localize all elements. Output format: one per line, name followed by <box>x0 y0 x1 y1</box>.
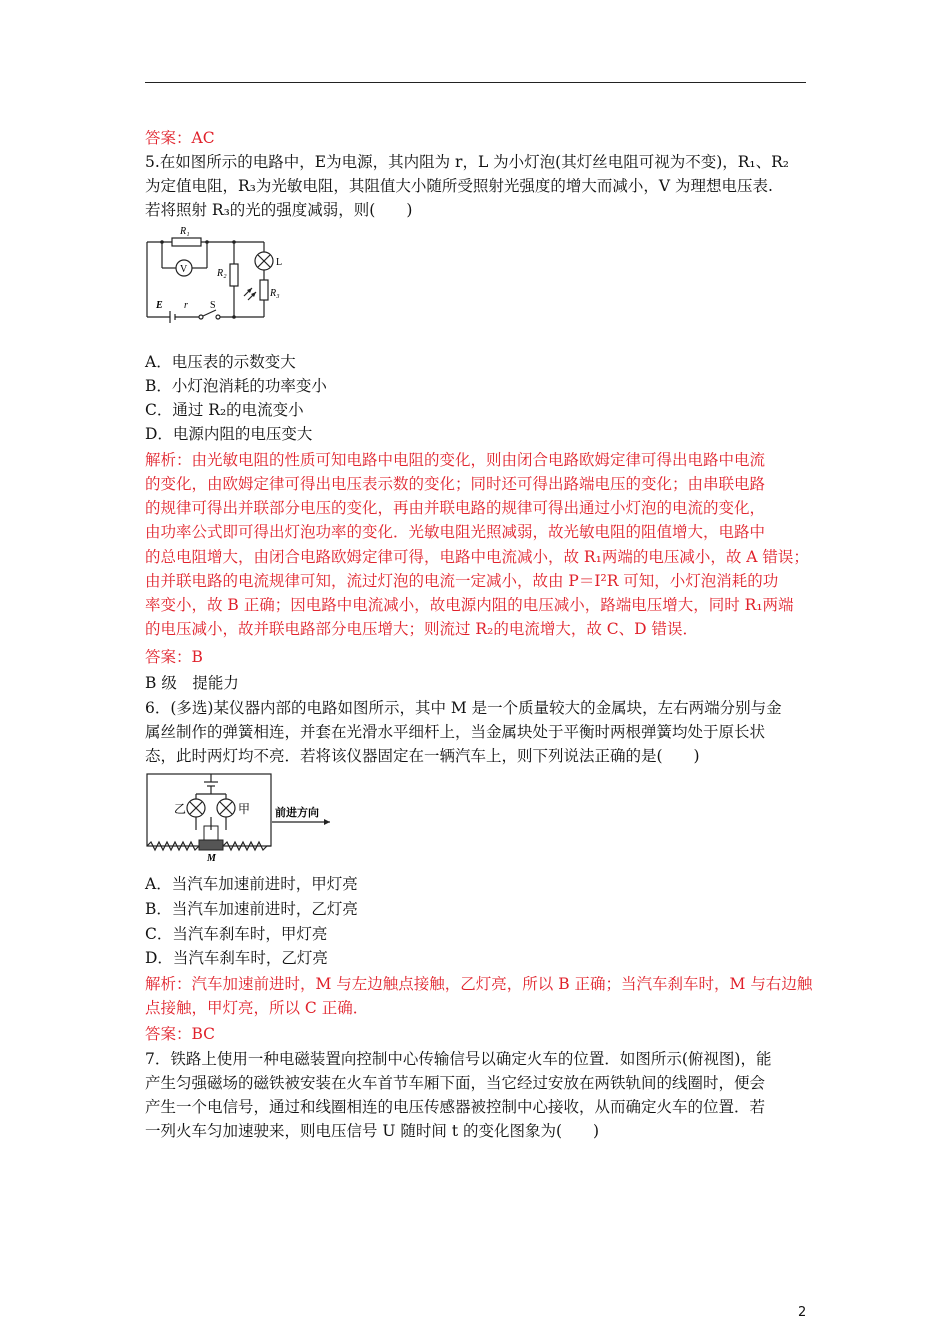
direction-label: 前进方向 <box>275 807 319 819</box>
text-line: B 级 提能力 <box>145 674 239 692</box>
r1-label: R₁ <box>180 226 190 237</box>
r-label: r <box>184 300 188 311</box>
text-line: 态，此时两灯均不亮．若将该仪器固定在一辆汽车上，则下列说法正确的是( ) <box>145 747 700 765</box>
text-line: C．当汽车刹车时，甲灯亮 <box>145 925 328 943</box>
text-line: D．电源内阻的电压变大 <box>145 425 313 443</box>
circuit-figure-q5 <box>144 224 294 324</box>
text-line: 率变小，故 B 正确；因电路中电流减小，故电源内阻的电压减小，路端电压增大，同时 R₁两端 <box>145 596 794 614</box>
text-line: 点接触，甲灯亮，所以 C 正确． <box>145 999 369 1017</box>
text-line: 的变化，由欧姆定律可得出电压表示数的变化；同时还可得出路端电压的变化；由串联电路 <box>145 475 766 493</box>
text-line: 产生一个电信号，通过和线圈相连的电压传感器被控制中心接收，从而确定火车的位置．若 <box>145 1098 766 1116</box>
lamp-yi-label: 乙 <box>174 802 187 816</box>
text-line: 答案：BC <box>145 1025 216 1043</box>
lamp-jia-label: 甲 <box>238 802 251 816</box>
text-line: 一列火车匀加速驶来，则电压信号 U 随时间 t 的变化图象为( ) <box>145 1122 600 1140</box>
text-line: C．通过 R₂的电流变小 <box>145 401 304 419</box>
text-line: A．电压表的示数变大 <box>145 353 296 371</box>
r3-label: R₃ <box>270 288 280 299</box>
s-label: S <box>210 300 216 311</box>
text-line: 的总电阻增大，由闭合电路欧姆定律可得，电路中电流减小，故 R₁两端的电压减小，故 A 错误； <box>145 548 809 566</box>
text-line: 答案：B <box>145 648 203 666</box>
text-line: 解析：汽车加速前进时，M 与左边触点接触，乙灯亮，所以 B 正确；当汽车刹车时，M 与右边触 <box>145 975 813 993</box>
text-line: 解析：由光敏电阻的性质可知电路中电阻的变化，则由闭合电路欧姆定律可得出电路中电流 <box>145 451 766 469</box>
text-line: 由并联电路的电流规律可知，流过灯泡的电流一定减小，故由 P＝I²R 可知，小灯泡消耗的功 <box>145 572 779 590</box>
m-label: M <box>207 853 216 862</box>
metal-block <box>199 840 223 850</box>
header-rule <box>145 82 806 83</box>
text-line: 若将照射 R₃的光的强度减弱，则( ) <box>145 201 413 219</box>
text-line: 为定值电阻，R₃为光敏电阻，其阻值大小随所受照射光强度的增大而减小，V 为理想电压表. <box>145 177 773 195</box>
voltmeter-label: V <box>180 264 188 275</box>
text-line: 答案：AC <box>145 129 215 147</box>
text-line: 的电压减小，故并联电路部分电压增大；则流过 R₂的电流增大，故 C、D 错误． <box>145 620 698 638</box>
text-line: D．当汽车刹车时，乙灯亮 <box>145 949 328 967</box>
text-line: 由功率公式即可得出灯泡功率的变化．光敏电阻光照减弱，故光敏电阻的阻值增大，电路中 <box>145 523 766 541</box>
text-line: 属丝制作的弹簧相连，并套在光滑水平细杆上，当金属块处于平衡时两根弹簧均处于原长状 <box>145 723 766 741</box>
r2-label: R₂ <box>217 268 227 279</box>
text-line: B．当汽车加速前进时，乙灯亮 <box>145 900 358 918</box>
lamp-label: L <box>276 257 283 268</box>
text-line: 产生匀强磁场的磁铁被安装在火车首节车厢下面，当它经过安放在两铁轨间的线圈时，便会 <box>145 1074 766 1092</box>
text-line: 5.在如图所示的电路中，E为电源，其内阻为 r，L 为小灯泡(其灯丝电阻可视为不变)，R₁、R₂ <box>145 153 790 171</box>
text-line: 6．(多选)某仪器内部的电路如图所示，其中 M 是一个质量较大的金属块，左右两端分别与金 <box>145 699 782 717</box>
text-line: 7．铁路上使用一种电磁装置向控制中心传输信号以确定火车的位置．如图所示(俯视图)，能 <box>145 1050 772 1068</box>
text-line: A．当汽车加速前进时，甲灯亮 <box>145 875 358 893</box>
e-label: E <box>156 300 163 311</box>
instrument-figure-q6 <box>144 770 334 862</box>
text-line: 的规律可得出并联部分电压的变化，再由并联电路的规律可得出通过小灯泡的电流的变化， <box>145 499 766 517</box>
text-line: B．小灯泡消耗的功率变小 <box>145 377 327 395</box>
page-number: 2 <box>798 1305 807 1320</box>
